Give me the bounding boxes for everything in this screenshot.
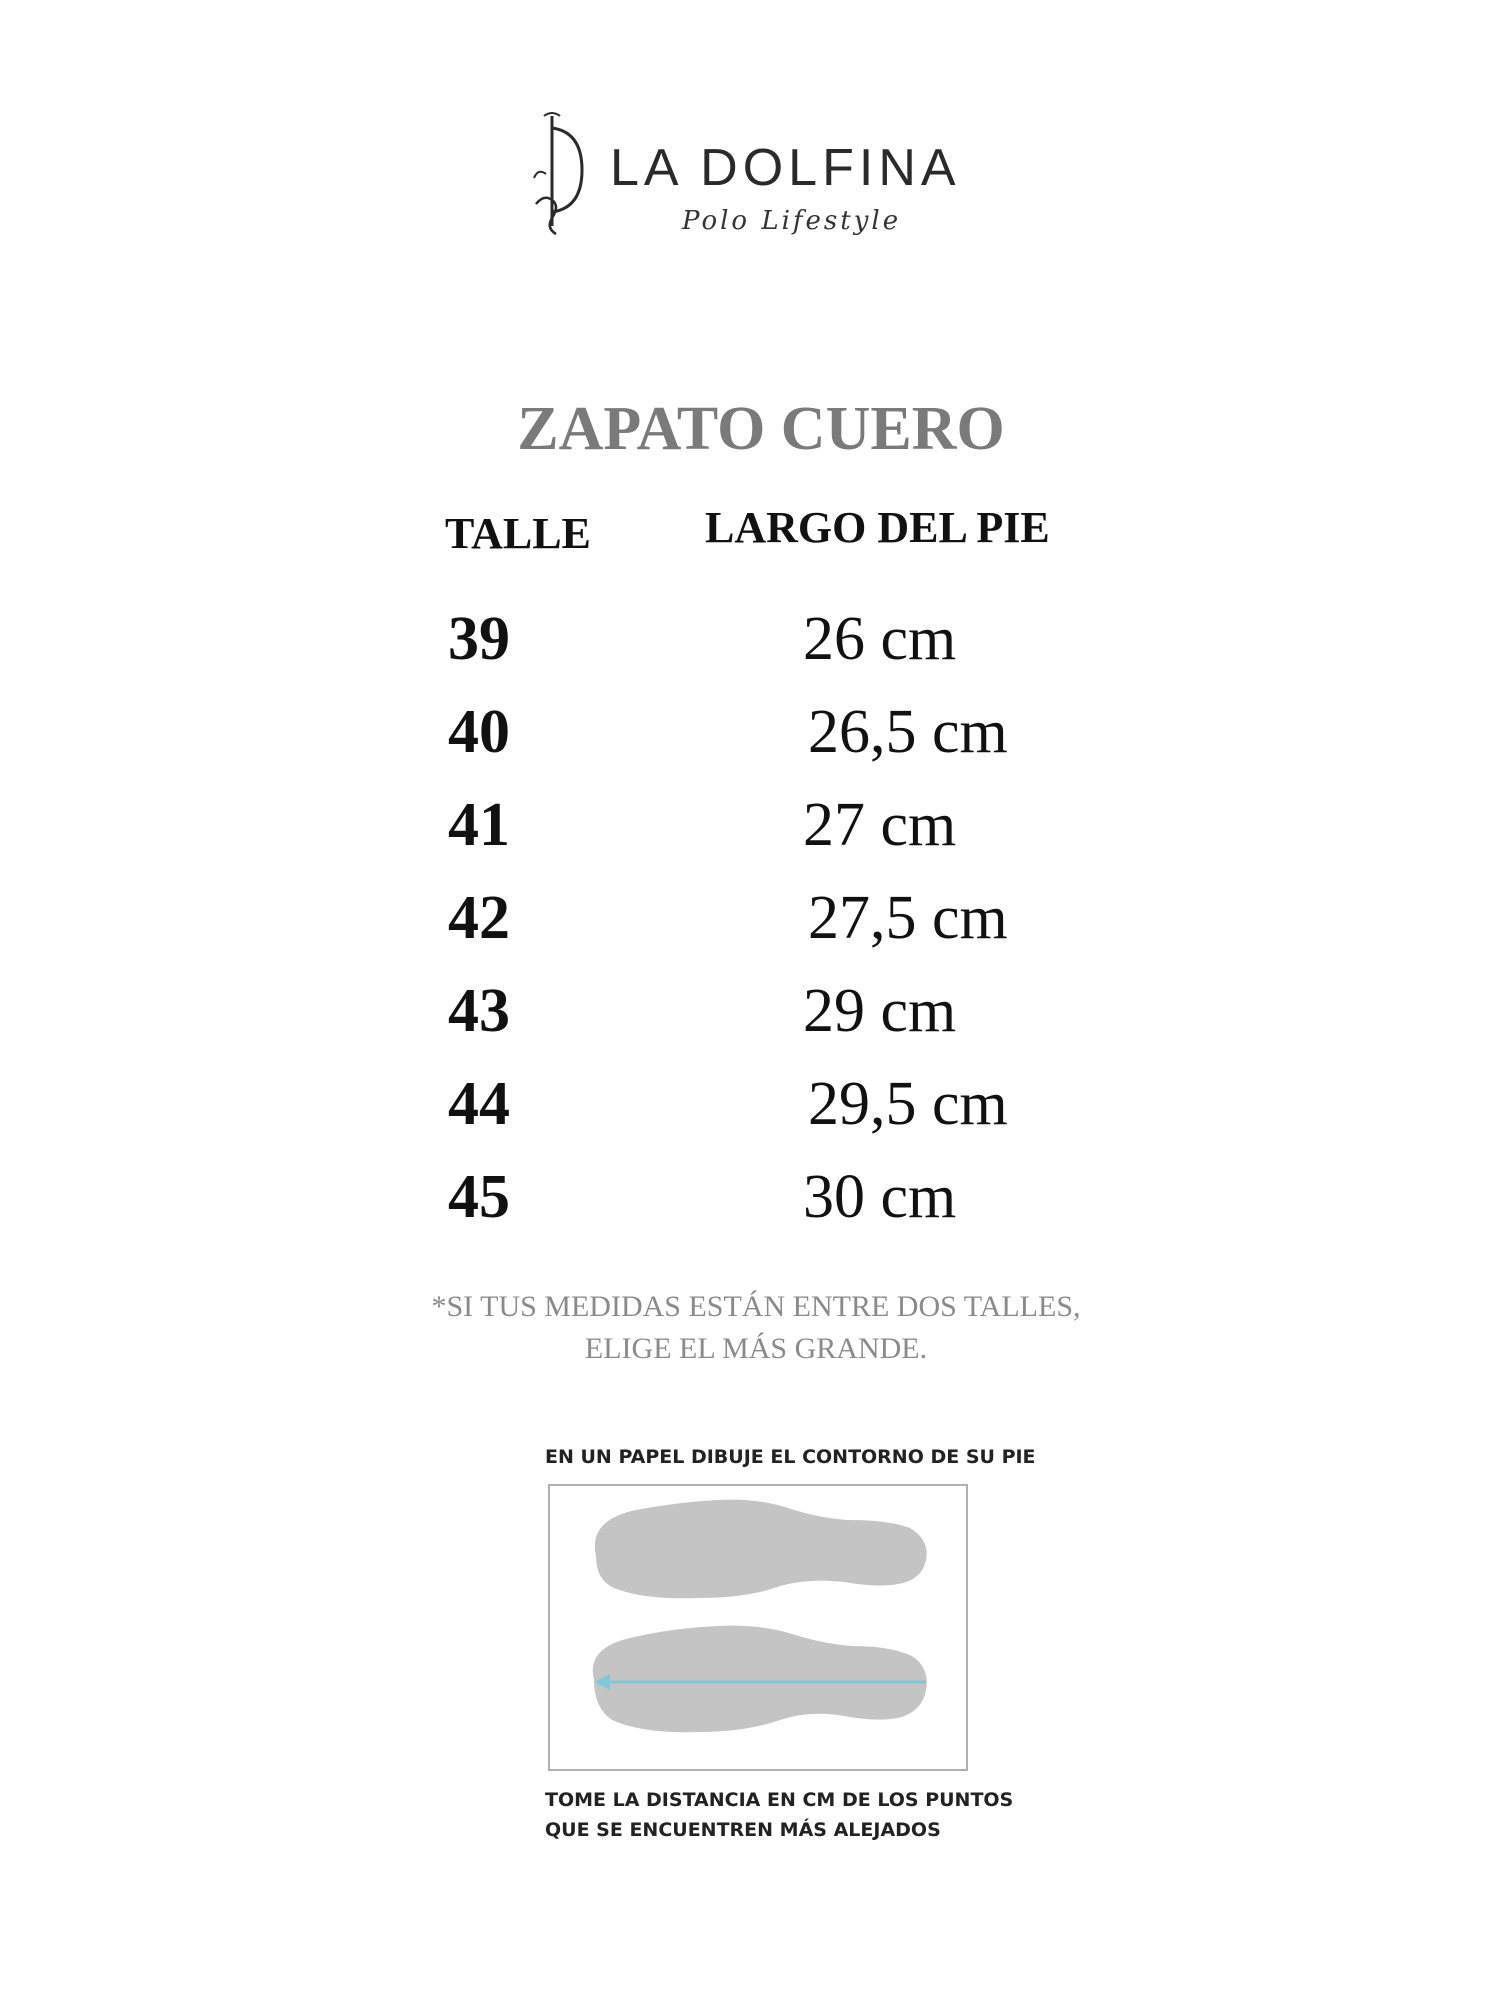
foot-length-value: 30 cm bbox=[803, 1163, 957, 1231]
foot-length-value: 27 cm bbox=[803, 791, 957, 859]
table-row bbox=[0, 1163, 1500, 1259]
monogram-logo-icon bbox=[530, 108, 586, 238]
foot-length-value: 29,5 cm bbox=[808, 1070, 1008, 1138]
size-value: 39 bbox=[448, 605, 510, 673]
foot-length-value: 26,5 cm bbox=[808, 698, 1008, 766]
size-note-line: *SI TUS MEDIDAS ESTÁN ENTRE DOS TALLES, bbox=[431, 1290, 1081, 1323]
table-row bbox=[0, 605, 1500, 701]
instruction-draw-outline: EN UN PAPEL DIBUJE EL CONTORNO DE SU PIE bbox=[545, 1446, 1036, 1468]
instruction-measure-line: TOME LA DISTANCIA EN CM DE LOS PUNTOS bbox=[545, 1789, 1014, 1811]
foot-length-value: 26 cm bbox=[803, 605, 957, 673]
size-value: 40 bbox=[448, 698, 510, 766]
size-value: 43 bbox=[448, 977, 510, 1045]
table-row bbox=[0, 884, 1500, 980]
brand-logo bbox=[520, 108, 1020, 248]
foot-length-value: 29 cm bbox=[803, 977, 957, 1045]
size-value: 45 bbox=[448, 1163, 510, 1231]
brand-name: LA DOLFINA bbox=[610, 139, 961, 197]
size-note bbox=[0, 1286, 1500, 1370]
size-value: 41 bbox=[448, 791, 510, 859]
table-row bbox=[0, 791, 1500, 887]
instruction-measure bbox=[545, 1785, 1013, 1845]
size-value: 42 bbox=[448, 884, 510, 952]
instruction-measure-line: QUE SE ENCUENTREN MÁS ALEJADOS bbox=[545, 1819, 941, 1841]
table-row bbox=[0, 698, 1500, 794]
foot-length-value: 27,5 cm bbox=[808, 884, 1008, 952]
table-row bbox=[0, 977, 1500, 1073]
foot-measure-diagram bbox=[548, 1484, 968, 1771]
column-header-talle: TALLE bbox=[445, 509, 591, 558]
size-note-line: ELIGE EL MÁS GRANDE. bbox=[584, 1332, 928, 1365]
size-value: 44 bbox=[448, 1070, 510, 1138]
table-row bbox=[0, 1070, 1500, 1166]
column-header-largo: LARGO DEL PIE bbox=[705, 503, 1050, 552]
brand-tagline: Polo Lifestyle bbox=[682, 206, 902, 236]
page-title: ZAPATO CUERO bbox=[517, 395, 1005, 463]
